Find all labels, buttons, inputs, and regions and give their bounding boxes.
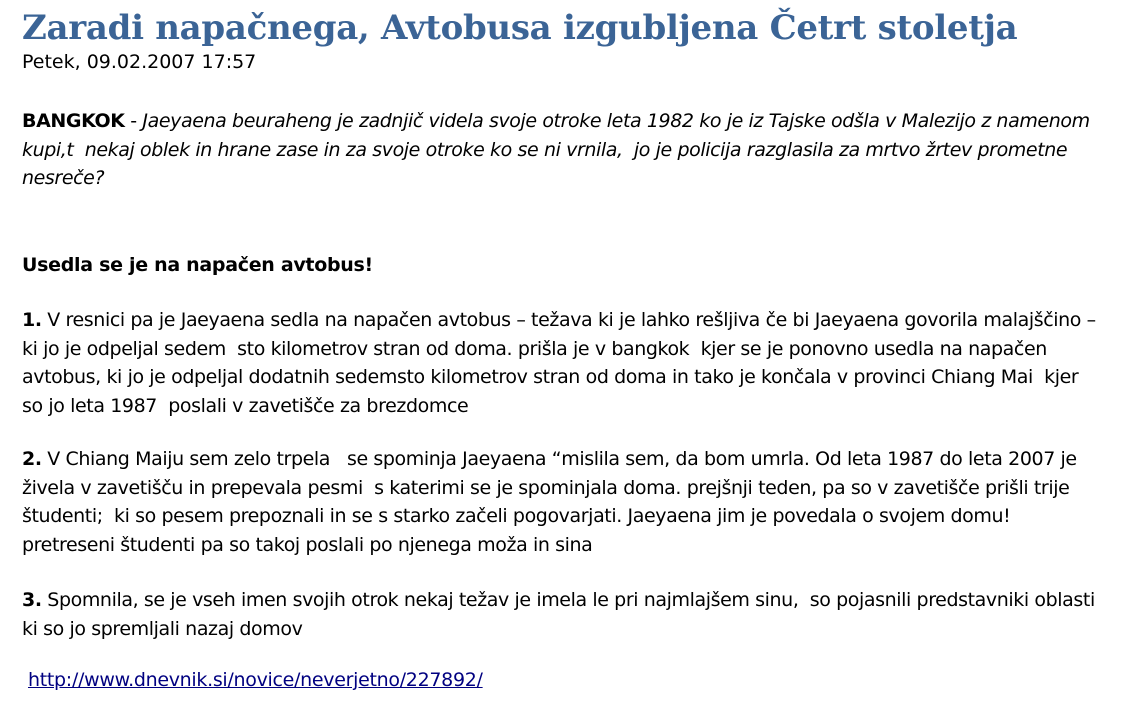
paragraph-number: 3.: [22, 589, 42, 611]
lead-separator: -: [124, 110, 143, 132]
paragraph-text: Spomnila, se je vseh imen svojih otrok nekaj težav je imela le pri najmlajšem sinu, so pojasnili predstavniki oblasti ki so jo spremljali nazaj domov: [22, 589, 1107, 640]
source-link[interactable]: http://www.dnevnik.si/novice/neverjetno/227892/: [28, 669, 483, 691]
paragraph-number: 1.: [22, 309, 42, 331]
subheading: Usedla se je na napačen avtobus!: [22, 254, 373, 276]
numbered-paragraph-1: [22, 306, 1102, 420]
numbered-paragraph-3: [22, 586, 1107, 643]
paragraph-text: V Chiang Maiju sem zelo trpela se spominja Jaeyaena “mislila sem, da bom umrla. Od leta 1987 do leta 2007 je živela v zavetišču in prepevala pesmi s katerimi se je spominjala doma. prejšnji teden, pa so v zavetišče prišli trije študenti; ki so pesem prepoznali in se s starko začeli pogovarjati. Jaeyaena jim je povedala o svojem domu! pretreseni študenti pa so takoj poslali po njenega moža in sina: [22, 448, 1083, 556]
paragraph-number: 2.: [22, 448, 42, 470]
lead-location: BANGKOK: [22, 110, 125, 132]
lead-paragraph: [22, 107, 1097, 193]
paragraph-text: V resnici pa je Jaeyaena sedla na napačen avtobus – težava ki je lahko rešljiva če bi Jaeyaena govorila malajščino – ki jo je odpeljal sedem sto kilometrov stran od doma. prišla je v bangkok kjer se je ponovno usedla na napačen avtobus, ki jo je odpeljal dodatnih sedemsto kilometrov stran od doma in tako je končala v provinci Chiang Mai kjer so jo leta 1987 poslali v zavetišče za brezdomce: [22, 309, 1102, 417]
numbered-paragraph-2: [22, 445, 1102, 559]
article: [22, 6, 1112, 691]
article-date: Petek, 09.02.2007 17:57: [22, 51, 257, 73]
lead-text: Jaeyaena beuraheng je zadnjič videla svoje otroke leta 1982 ko je iz Tajske odšla v Malezijo z namenom kupi,t nekaj oblek in hrane zase in za svoje otroke ko se ni vrnila, jo je policija razglasila za mrtvo žrtev prometne nesreče?: [22, 110, 1096, 189]
article-title: Zaradi napačnega, Avtobusa izgubljena Četrt stoletja: [22, 8, 1018, 48]
